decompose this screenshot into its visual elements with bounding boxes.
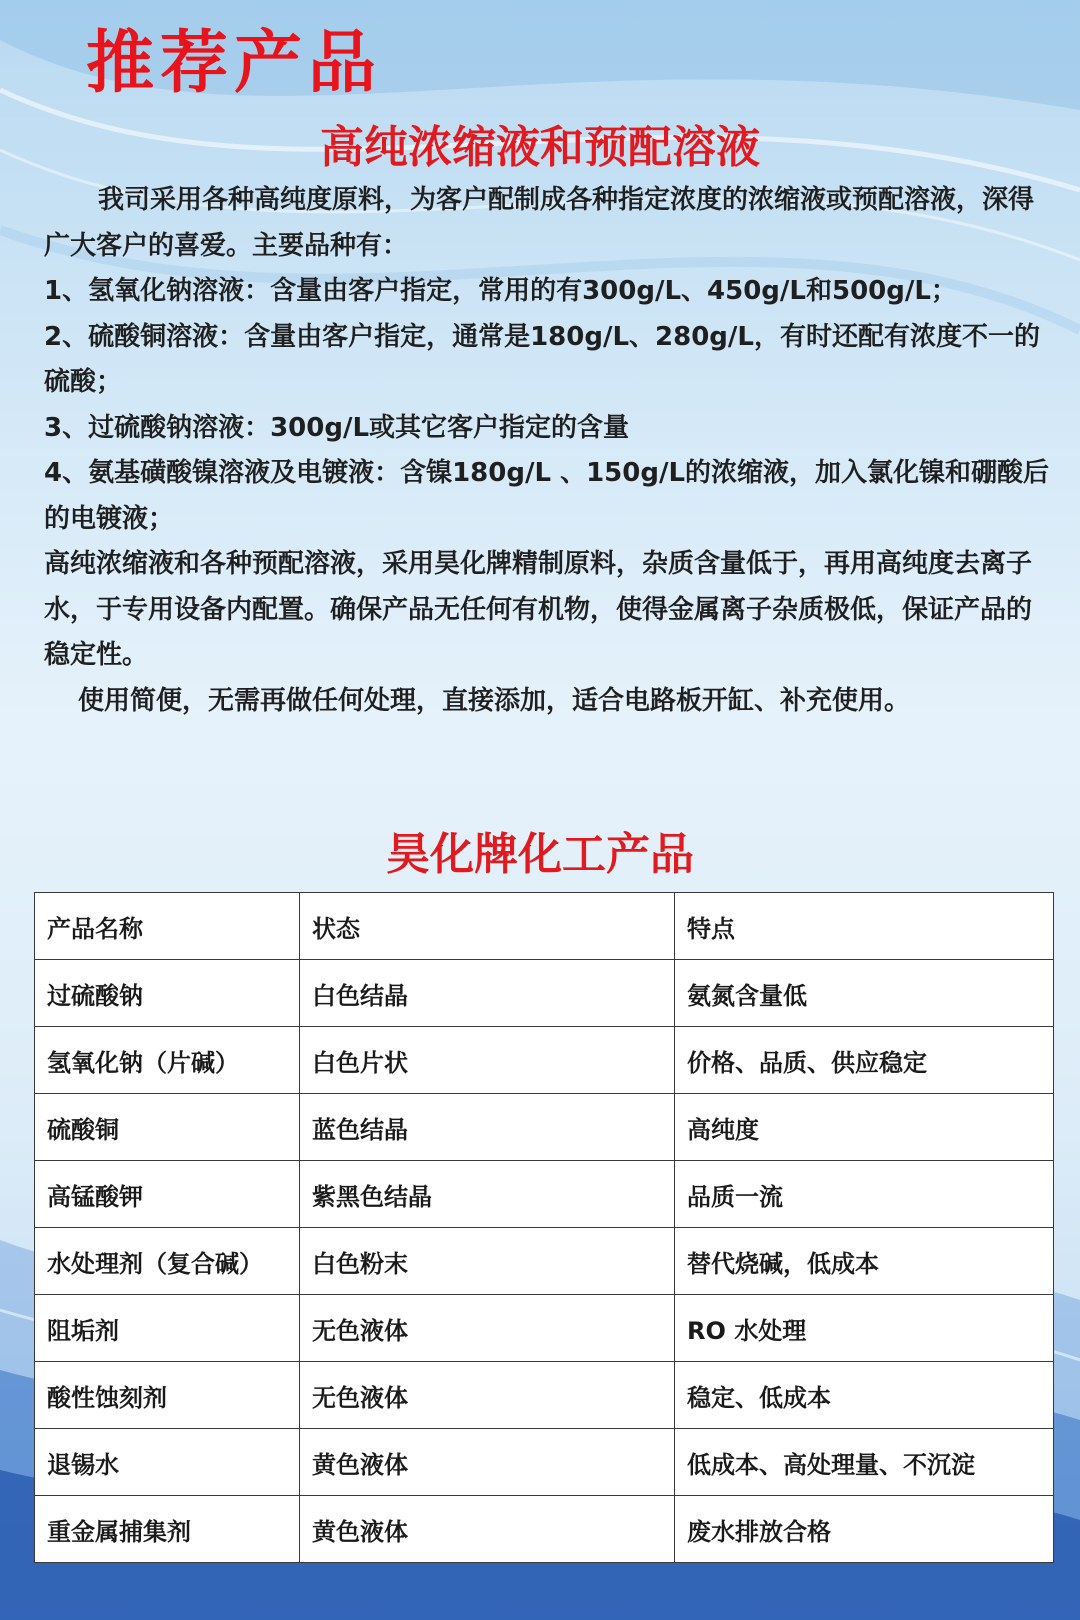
table-cell: 氨氮含量低	[675, 960, 1054, 1027]
table-row	[35, 1161, 1054, 1228]
table-cell: 退锡水	[35, 1429, 300, 1496]
table-header-cell: 状态	[300, 893, 675, 960]
table-cell: 无色液体	[300, 1295, 675, 1362]
section-subtitle: 高纯浓缩液和预配溶液	[320, 122, 760, 173]
table-cell: 白色片状	[300, 1027, 675, 1094]
table-cell: 氢氧化钠（片碱）	[35, 1027, 300, 1094]
table-cell: 黄色液体	[300, 1496, 675, 1563]
table-row	[35, 1295, 1054, 1362]
table-cell: 价格、品质、供应稳定	[675, 1027, 1054, 1094]
intro-text	[44, 178, 1054, 724]
table-cell: 无色液体	[300, 1362, 675, 1429]
table-row	[35, 1228, 1054, 1295]
table-header-row	[35, 893, 1054, 960]
products-section-title: 昊化牌化工产品	[386, 829, 694, 880]
table-row	[35, 1429, 1054, 1496]
table-cell: RO 水处理	[675, 1295, 1054, 1362]
table-cell: 过硫酸钠	[35, 960, 300, 1027]
table-cell: 替代烧碱，低成本	[675, 1228, 1054, 1295]
table-cell: 白色粉末	[300, 1228, 675, 1295]
table-header-cell: 产品名称	[35, 893, 300, 960]
table-cell: 高纯度	[675, 1094, 1054, 1161]
intro-paragraph: 1、氢氧化钠溶液：含量由客户指定，常用的有300g/L、450g/L和500g/L；	[44, 276, 957, 306]
table-row	[35, 1027, 1054, 1094]
table-row	[35, 960, 1054, 1027]
table-header-cell: 特点	[675, 893, 1054, 960]
table-cell: 水处理剂（复合碱）	[35, 1228, 300, 1295]
table-cell: 稳定、低成本	[675, 1362, 1054, 1429]
table-row	[35, 1362, 1054, 1429]
intro-paragraph: 高纯浓缩液和各种预配溶液，采用昊化牌精制原料，杂质含量低于，再用高纯度去离子水，于专用设备内配置。确保产品无任何有机物，使得金属离子杂质极低，保证产品的稳定性。	[44, 549, 1033, 670]
intro-paragraph: 2、硫酸铜溶液：含量由客户指定，通常是180g/L、280g/L，有时还配有浓度不一的硫酸；	[44, 321, 1040, 397]
table-cell: 酸性蚀刻剂	[35, 1362, 300, 1429]
table-cell: 废水排放合格	[675, 1496, 1054, 1563]
table-cell: 重金属捕集剂	[35, 1496, 300, 1563]
intro-paragraph: 我司采用各种高纯度原料，为客户配制成各种指定浓度的浓缩液或预配溶液，深得广大客户的喜爱。主要品种有：	[44, 185, 1035, 261]
table-cell: 紫黑色结晶	[300, 1161, 675, 1228]
table-cell: 品质一流	[675, 1161, 1054, 1228]
intro-paragraph: 4、氨基磺酸镍溶液及电镀液：含镍180g/L 、150g/L的浓缩液，加入氯化镍和硼酸后的电镀液；	[44, 458, 1050, 534]
table-cell: 黄色液体	[300, 1429, 675, 1496]
intro-paragraph: 使用简便，无需再做任何处理，直接添加，适合电路板开缸、补充使用。	[78, 685, 911, 716]
table-cell: 硫酸铜	[35, 1094, 300, 1161]
table-cell: 低成本、高处理量、不沉淀	[675, 1429, 1054, 1496]
table-cell: 阻垢剂	[35, 1295, 300, 1362]
table-cell: 白色结晶	[300, 960, 675, 1027]
main-title: 推荐产品	[86, 24, 383, 103]
table-row	[35, 1094, 1054, 1161]
table-cell: 高锰酸钾	[35, 1161, 300, 1228]
table-row	[35, 1496, 1054, 1563]
intro-paragraph: 3、过硫酸钠溶液：300g/L或其它客户指定的含量	[44, 412, 630, 443]
table-cell: 蓝色结晶	[300, 1094, 675, 1161]
products-table	[34, 892, 1054, 1563]
